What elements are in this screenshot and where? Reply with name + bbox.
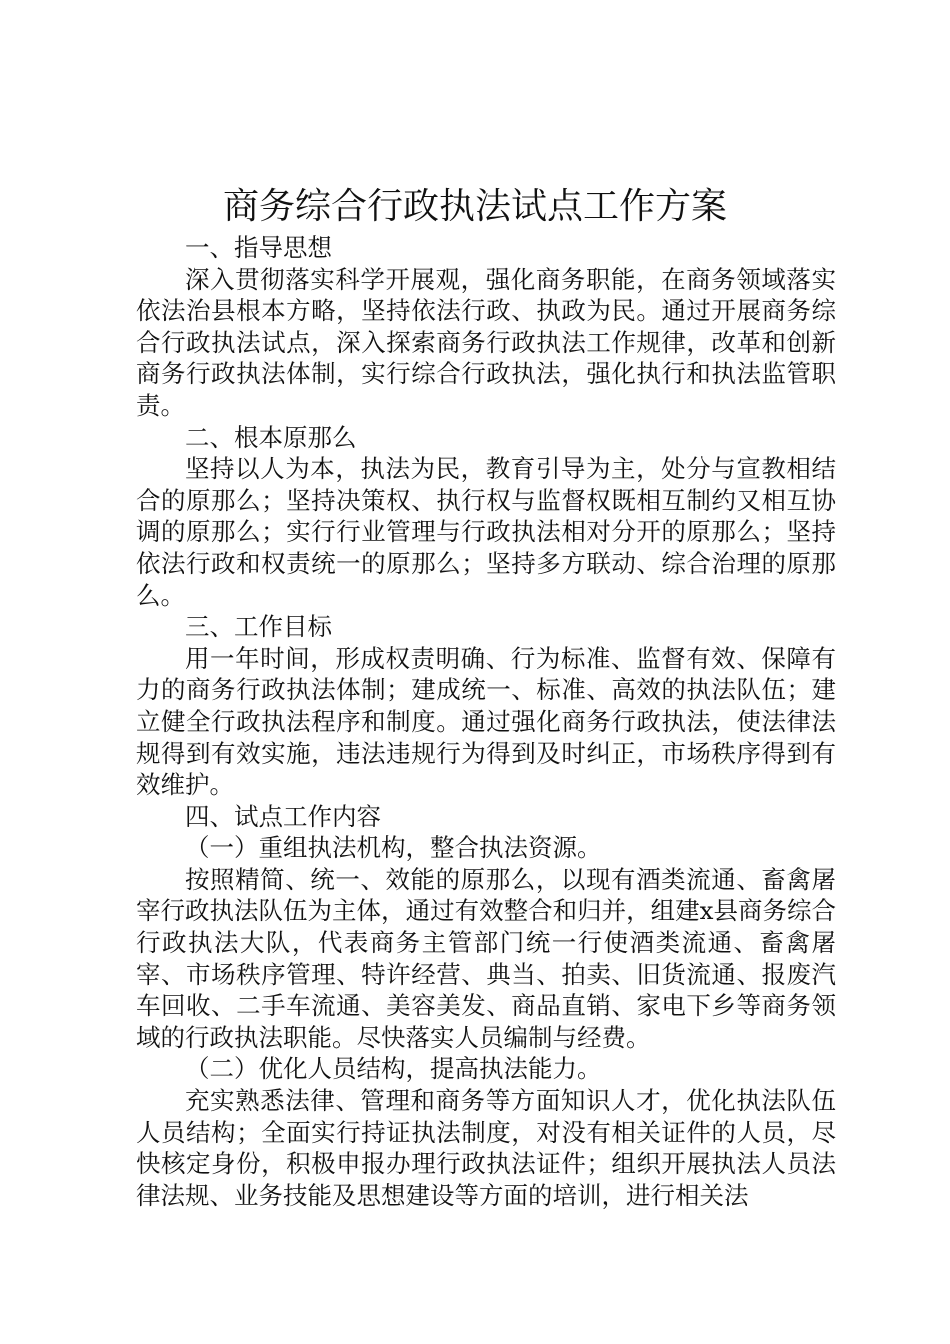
section-heading-pilot-content: 四、试点工作内容 bbox=[185, 801, 381, 831]
paragraph-optimize: 充实熟悉法律、管理和商务等方面知识人才，优化执法队伍人员结构；全面实行持证执法制度，对没有相关证件的人员，尽快核定身份，积极申报办理行政执法证件；组织开展执法人员法律法规、业务技能及思想建设等方面的培训，进行相关法 bbox=[136, 1086, 836, 1210]
section-heading-work-goals: 三、工作目标 bbox=[185, 612, 332, 642]
paragraph-basic-principles: 坚持以人为本，执法为民，教育引导为主，处分与宣教相结合的原那么；坚持决策权、执行权与监督权既相互制约又相互协调的原那么；实行行业管理与行政执法相对分开的原那么；坚持依法行政和权责统一的原那么；坚持多方联动、综合治理的原那么。 bbox=[136, 454, 836, 610]
subsection-heading-optimize: （二）优化人员结构，提高执法能力。 bbox=[185, 1054, 602, 1084]
paragraph-work-goals: 用一年时间，形成权责明确、行为标准、监督有效、保障有力的商务行政执法体制；建成统一、标准、高效的执法队伍；建立健全行政执法程序和制度。通过强化商务行政执法，使法律法规得到有效实施，违法违规行为得到及时纠正，市场秩序得到有效维护。 bbox=[136, 643, 836, 800]
section-heading-basic-principles: 二、根本原那么 bbox=[185, 422, 357, 452]
section-heading-guiding-thought: 一、指导思想 bbox=[185, 233, 332, 262]
document-body bbox=[136, 232, 836, 1211]
document-title: 商务综合行政执法试点工作方案 bbox=[222, 186, 727, 227]
paragraph-reorganize: 按照精简、统一、效能的原那么，以现有酒类流通、畜禽屠宰行政执法队伍为主体，通过有效整合和归并，组建x县商务综合行政执法大队，代表商务主管部门统一行使酒类流通、畜禽屠宰、市场秩序管理、特许经营、典当、拍卖、旧货流通、报废汽车回收、二手车流通、美容美发、商品直销、家电下乡等商务领域的行政执法职能。尽快落实人员编制与经费。 bbox=[136, 864, 836, 1052]
subsection-heading-reorganize: （一）重组执法机构，整合执法资源。 bbox=[185, 833, 602, 863]
paragraph-guiding-thought: 深入贯彻落实科学开展观，强化商务职能，在商务领域落实依法治县根本方略，坚持依法行政、执政为民。通过开展商务综合行政执法试点，深入探索商务行政执法工作规律，改革和创新商务行政执法体制，实行综合行政执法，强化执行和执法监管职责。 bbox=[136, 264, 836, 420]
